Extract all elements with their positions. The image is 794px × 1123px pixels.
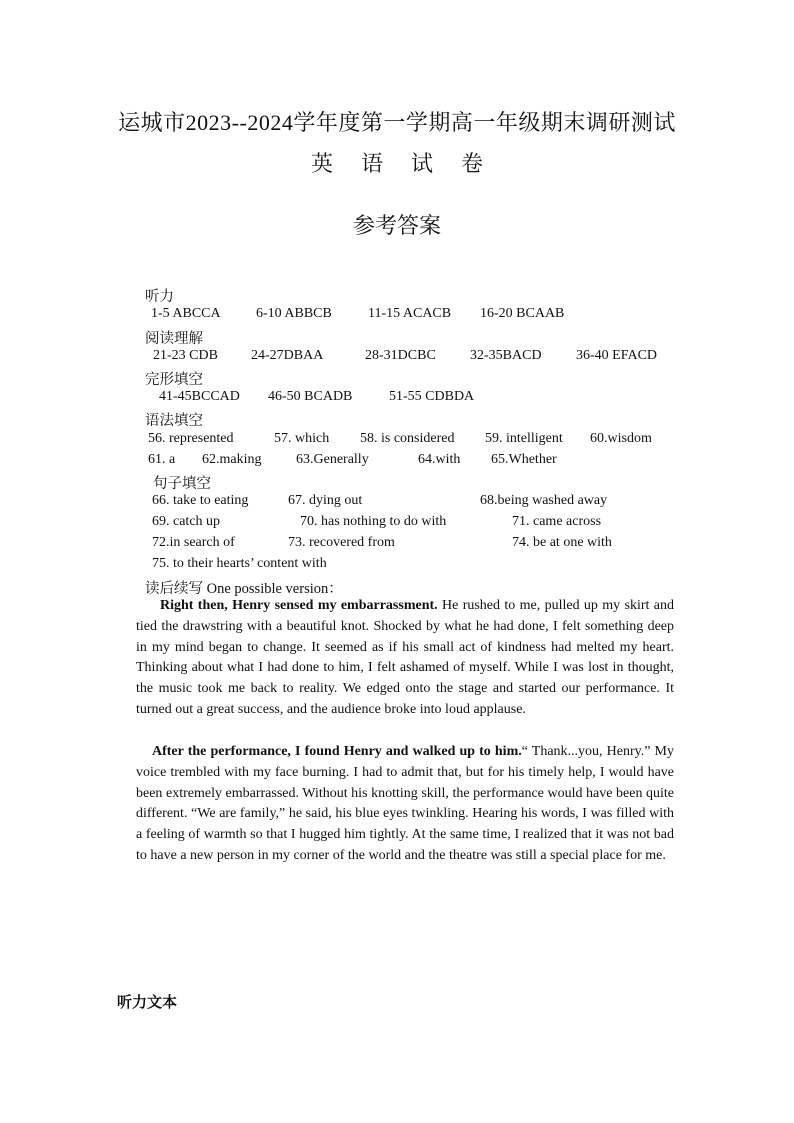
answer-item: 58. is considered bbox=[360, 431, 455, 446]
answer-item: 67. dying out bbox=[288, 493, 363, 508]
answer-item: 64.with bbox=[418, 452, 461, 467]
sentence-heading: 句子填空 bbox=[153, 476, 211, 492]
subject-title bbox=[0, 147, 794, 178]
listening-transcript-heading: 听力文本 bbox=[117, 995, 178, 1011]
answer-group: 6-10 ABBCB bbox=[256, 306, 332, 321]
paragraph-body: “ Thank...you, Henry.” My voice trembled with my face burning. I had to admit that, but for his timely help, I would have been extremely embarrassed. Without his knotting skill, the performance would have been quite different. “We are family,” he said, his blue eyes twinkling. Hearing his words, I was filled with a feeling of warmth so that I hugged him tightly. At the same time, I realized that it was not bad to have a new person in my corner of the world and the theatre was still a special place for me. bbox=[136, 744, 674, 863]
answer-key-title: 参考答案 bbox=[352, 213, 441, 238]
subject-char: 试 bbox=[411, 151, 434, 176]
answer-item: 70. has nothing to do with bbox=[300, 514, 447, 529]
answer-group: 16-20 BCAAB bbox=[480, 306, 565, 321]
exam-title: 运城市2023--2024学年度第一学期高一年级期末调研测试 bbox=[118, 110, 676, 135]
answer-group: 36-40 EFACD bbox=[576, 348, 658, 363]
essay-paragraph-2 bbox=[136, 742, 674, 867]
answer-item: 56. represented bbox=[148, 431, 234, 446]
answer-group: 24-27DBAA bbox=[251, 348, 324, 363]
answer-item: 63.Generally bbox=[296, 452, 369, 467]
grammar-heading: 语法填空 bbox=[145, 413, 203, 429]
subject-char: 卷 bbox=[461, 151, 484, 176]
essay-paragraph-1 bbox=[136, 596, 674, 721]
answer-item: 71. came across bbox=[512, 514, 602, 529]
answer-group: 41-45BCCAD bbox=[159, 389, 240, 404]
answer-item: 65.Whether bbox=[491, 452, 557, 467]
answer-item: 75. to their hearts’ content with bbox=[152, 556, 327, 571]
answer-group: 46-50 BCADB bbox=[268, 389, 353, 404]
answer-item: 73. recovered from bbox=[288, 535, 395, 550]
answer-item: 60.wisdom bbox=[590, 431, 652, 446]
subject-char: 语 bbox=[360, 151, 383, 176]
answer-item: 74. be at one with bbox=[512, 535, 612, 550]
answer-group: 1-5 ABCCA bbox=[151, 306, 221, 321]
answer-group: 28-31DCBC bbox=[365, 348, 436, 363]
answer-item: 68.being washed away bbox=[480, 493, 608, 508]
listening-heading: 听力 bbox=[145, 289, 174, 305]
writing-heading: 读后续写 One possible version： bbox=[145, 581, 343, 597]
answer-group: 51-55 CDBDA bbox=[389, 389, 475, 404]
paragraph-body: He rushed to me, pulled up my skirt and tied the drawstring with a beautiful knot. Shocked by what he had done, I felt something deep in my mind began to change. It seemed as if his small act of kindness had melted my heart. Thinking about what I had done to him, I felt ashamed of myself. While I was lost in thought, the music took me back to reality. We edged onto the stage and started our performance. It turned out a great success, and the audience broke into loud applause. bbox=[136, 598, 674, 717]
paragraph-lead: Right then, Henry sensed my embarrassment. bbox=[160, 598, 438, 613]
paragraph-lead: After the performance, I found Henry and walked up to him. bbox=[152, 744, 522, 759]
answer-group: 11-15 ACACB bbox=[368, 306, 452, 321]
answer-item: 66. take to eating bbox=[152, 493, 249, 508]
answer-item: 62.making bbox=[202, 452, 262, 467]
answer-group: 32-35BACD bbox=[470, 348, 542, 363]
answer-group: 21-23 CDB bbox=[153, 348, 218, 363]
answer-item: 61. a bbox=[148, 452, 176, 467]
reading-heading: 阅读理解 bbox=[145, 331, 203, 347]
cloze-heading: 完形填空 bbox=[145, 372, 203, 388]
answer-item: 57. which bbox=[274, 431, 330, 446]
answer-item: 72.in search of bbox=[152, 535, 235, 550]
answer-item: 59. intelligent bbox=[485, 431, 563, 446]
answer-item: 69. catch up bbox=[152, 514, 221, 529]
subject-char: 英 bbox=[310, 151, 333, 176]
